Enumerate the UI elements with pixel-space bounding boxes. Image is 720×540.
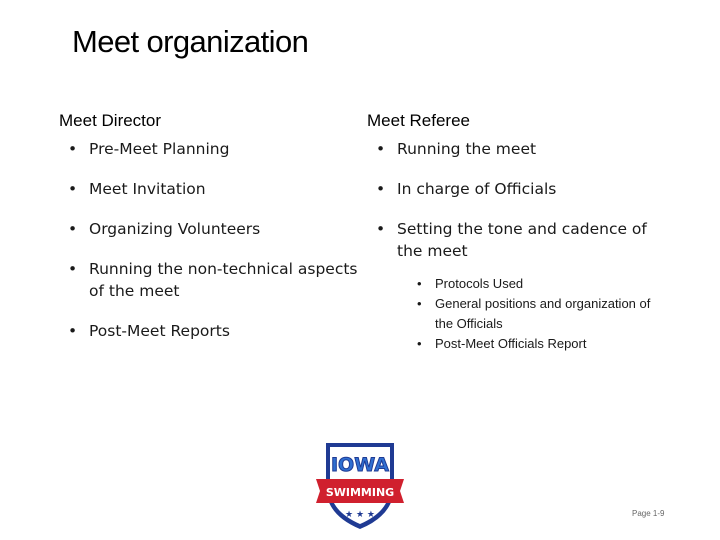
list-item: • Pre-Meet Planning (59, 138, 359, 160)
list-item: • Organizing Volunteers (59, 218, 359, 240)
slide-title: Meet organization (72, 24, 309, 59)
sub-list-item: • General positions and organization of the Officials (414, 294, 667, 334)
sub-list-item: • Protocols Used (414, 274, 667, 294)
list-item: • Running the non-technical aspects of the meet (59, 258, 359, 302)
list-item: • Running the meet (367, 138, 667, 160)
meet-director-column (59, 109, 359, 342)
meet-referee-list (367, 138, 667, 262)
list-item (367, 218, 667, 262)
logo-stars-icon: ★ ★ ★ (345, 510, 375, 520)
sub-list-item: • Post-Meet Officials Report (414, 334, 667, 354)
meet-referee-heading: Meet Referee (367, 111, 470, 130)
meet-referee-sublist (367, 274, 667, 354)
page-number: Page 1-9 (632, 509, 665, 518)
list-item: • In charge of Officials (367, 178, 667, 200)
list-item-text: Setting the tone and cadence of the meet (397, 220, 647, 260)
list-item: • Post-Meet Reports (59, 320, 359, 342)
meet-referee-column (367, 109, 667, 354)
meet-director-list (59, 138, 359, 342)
logo-iowa-text: IOWA (330, 454, 390, 476)
iowa-swimming-logo (312, 435, 408, 531)
meet-director-heading: Meet Director (59, 111, 162, 130)
logo-swimming-text: SWIMMING (325, 486, 395, 499)
list-item: • Meet Invitation (59, 178, 359, 200)
